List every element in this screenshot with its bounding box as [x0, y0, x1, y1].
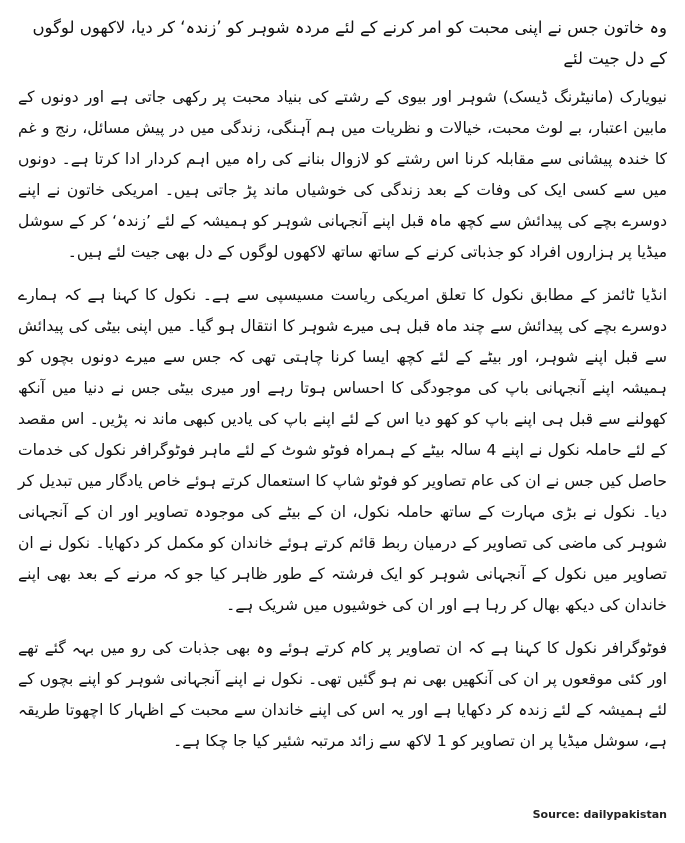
article-paragraph-3: فوٹوگرافر نکول کا کہنا ہے کہ ان تصاویر پر کام کرتے ہوئے وہ بھی جذبات کی رو میں بہہ گئے تھے اور کئی موقعوں پر ان کی آنکھیں بھی نم ہو گئیں تھی۔ نکول نے اپنے آنجہانی شوہر کو اپنے بچوں کے لئے ہمیشہ کے لئے زندہ کر دکھایا ہے اور یہ اس کی اپنے خاندان سے محبت کے اظہار کا اچھوتا طریقہ ہے، سوشل میڈیا پر ان تصاویر کو 1 لاکھ سے زائد مرتبہ شئیر کیا جا چکا ہے۔: [18, 639, 667, 750]
article-headline: وہ خاتون جس نے اپنی محبت کو امر کرنے کے لئے مردہ شوہر کو ’زندہ‘ کر دیا، لاکھوں لوگوں کے دل جیت لئے: [32, 18, 667, 68]
source-credit: Source: dailypakistan: [532, 808, 667, 821]
article-body: [18, 12, 667, 757]
article-paragraph-2: انڈیا ٹائمز کے مطابق نکول کا تعلق امریکی ریاست مسیسپی سے ہے۔ نکول کا کہنا ہے کہ ہمارے دوسرے بچے کی پیدائش سے چند ماہ قبل ہی میرے شوہر کا انتقال ہو گیا۔ میں اپنی بیٹی کی پیدائش سے قبل اپنے شوہر، اور بیٹے کے لئے کچھ ایسا کرنا چاہتی تھی کہ جس سے میرے دونوں بچوں کو ہمیشہ اپنے آنجہانی باپ کی موجودگی کا احساس ہوتا رہے اور میری بیٹی جس نے دنیا میں آنکھ کھولنے سے قبل ہی اپنے باپ کو کھو دیا اس کے لئے اپنے باپ کی یادیں کبھی ماند نہ پڑیں۔ اس مقصد کے لئے حاملہ نکول نے اپنے 4 سالہ بیٹے کے ہمراہ فوٹو شوٹ کے لئے ماہر فوٹوگرافر نکول کی خدمات حاصل کیں جس نے ان کی عام تصاویر کو فوٹو شاپ کا استعمال کرتے ہوئے خاص یادگار میں تبدیل کر دیا۔ نکول نے بڑی مہارت کے ساتھ حاملہ نکول، ان کے بیٹے کی موجودہ تصاویر اور ان کے آنجہانی شوہر کی ماضی کی تصاویر کے درمیان ربط قائم کرتے ہوئے خاندان کو مکمل کر دکھایا۔ نکول نے ان تصاویر میں نکول کے آنجہانی شوہر کو ایک فرشتہ کے طور ظاہر کیا جو کہ مرنے کے بعد بھی اپنے خاندان کی دیکھ بھال کر رہا ہے اور ان کی خوشیوں میں شریک ہے۔: [18, 286, 667, 614]
article-paragraph-1: نیویارک (مانیٹرنگ ڈیسک) شوہر اور بیوی کے رشتے کی بنیاد محبت پر رکھی جاتی ہے اور دونوں کے مابین اعتبار، بے لوث محبت، خیالات و نظریات میں ہم آہنگی، زندگی میں در پیش مسائل، رنج و غم کا خندہ پیشانی سے مقابلہ کرنا اس رشتے کو لازوال بنانے کی راہ میں اہم کردار ادا کرتا ہے۔ دونوں میں سے کسی ایک کی وفات کے بعد زندگی کی خوشیاں ماند پڑ جاتی ہیں۔ امریکی خاتون نے اپنے دوسرے بچے کی پیدائش سے کچھ ماہ قبل اپنے آنجہانی شوہر کو ہمیشہ کے لئے ’زندہ‘ کر کے سوشل میڈیا پر ہزاروں افراد کو جذباتی کرنے کے ساتھ ساتھ لاکھوں لوگوں کے دل بھی جیت لئے ہیں۔: [18, 88, 667, 261]
